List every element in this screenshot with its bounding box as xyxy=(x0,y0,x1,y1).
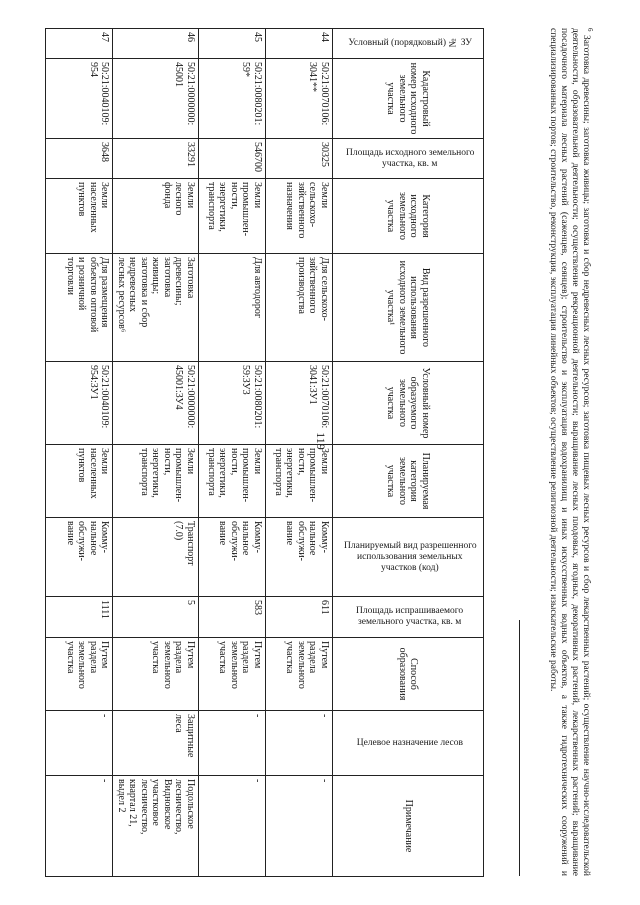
cell-plan-use: Транспорт (7.0) xyxy=(113,518,199,597)
cell-new-number: 50:21:0000000: 45001:ЗУ4 xyxy=(113,362,199,445)
header-plan-category: Планируемая категория земельного участка xyxy=(333,445,484,518)
cell-category-src: Земли лесного фонда xyxy=(113,179,199,254)
cell-num: 46 xyxy=(113,29,199,59)
cell-note: - xyxy=(199,776,266,877)
cell-new-number: 50:21:0070106: 3041:ЗУ1 xyxy=(266,362,333,445)
cell-num: 45 xyxy=(199,29,266,59)
page-number: 119 xyxy=(314,432,328,450)
cell-plan-category: Земли промышлен- ности, энергетики, транспорта xyxy=(199,445,266,518)
cell-num: 47 xyxy=(46,29,113,59)
cell-plan-use: Комму- нальное обслужи- вание xyxy=(46,518,113,597)
header-cond-num: Условный (порядковый) № ЗУ xyxy=(333,29,484,59)
cell-cadastral: 50:21:0080201: 59* xyxy=(199,59,266,139)
cell-use-src: Заготовка древесины; заготовка живицы; заготовка и сбор недревесных лесных ресурсов⁶ xyxy=(113,254,199,362)
cell-area-src: 30325 xyxy=(266,139,333,179)
cell-area-src: 3648 xyxy=(46,139,113,179)
cell-new-number: 50:21:0040109: 954:ЗУ1 xyxy=(46,362,113,445)
header-cadastral: Кадастровый номер исходного земельного участка xyxy=(333,59,484,139)
cell-new-number: 50:21:0080201: 59:ЗУ3 xyxy=(199,362,266,445)
footnote xyxy=(539,28,595,876)
table-row xyxy=(199,29,266,877)
cell-area-req: 611 xyxy=(266,597,333,638)
cell-area-req: 1111 xyxy=(46,597,113,638)
header-plan-use: Планируемый вид разрешенного использования земельных участков (код) xyxy=(333,518,484,597)
cell-plan-category: Земли промышлен- ности, энергетики, транспорта xyxy=(266,445,333,518)
footnote-mark: 6 xyxy=(586,28,594,32)
cell-method: Путем раздела земельного участка xyxy=(113,638,199,711)
cell-forest-purpose: Защитные леса xyxy=(113,711,199,776)
cell-cadastral: 50:21:0000000: 45001 xyxy=(113,59,199,139)
cell-category-src: Земли промышлен- ности, энергетики, транспорта xyxy=(199,179,266,254)
cell-category-src: Земли сельскохо- зяйственного назначения xyxy=(266,179,333,254)
cell-forest-purpose: - xyxy=(199,711,266,776)
cell-note: Подольское лесничество, Видновское участковое лесничество, квартал 21, выдел 2 xyxy=(113,776,199,877)
cell-forest-purpose: - xyxy=(46,711,113,776)
cell-area-src: 546700 xyxy=(199,139,266,179)
footnote-separator xyxy=(519,620,520,876)
header-note: Примечание xyxy=(333,776,484,877)
footnote-text: Заготовка древесины; заготовка живицы; заготовка и сбор недревесных лесных ресурсов; заготовка пищевых лесных ресурсов и сбор лекарственных растений; осуществление научно-исследовательской деятельности, образовательной деятельности; осуществление рекреационной деятельности; выращивание лесных плодовых, ягодных, декоративных растений, лекарственных растений; выращивание посадочного материала лесных растений (саженцев, сеянцев); строительство и эксплуатация водохранилищ и иных искусственных водных объектов, а также гидротехнических сооружений и специализированных портов; строительство, реконструкция, эксплуатация линейных объектов; осуществление религиозной деятельности; изыскательские работы. xyxy=(547,28,591,876)
header-area-src: Площадь исходного земельного участка, кв. м xyxy=(333,139,484,179)
header-new-number: Условный номер образуемого земельного участка xyxy=(333,362,484,445)
cell-cadastral: 50:21:0040109: 954 xyxy=(46,59,113,139)
cell-cadastral: 50:21:0070106: 3041** xyxy=(266,59,333,139)
header-area-req: Площадь испрашиваемого земельного участка, кв. м xyxy=(333,597,484,638)
table-row xyxy=(266,29,333,877)
cell-area-req: 583 xyxy=(199,597,266,638)
cell-plan-use: Комму- нальное обслужи- вание xyxy=(199,518,266,597)
header-method: Способ образования xyxy=(333,638,484,711)
cell-use-src: Для размещения объектов оптовой и розничной торговли xyxy=(46,254,113,362)
cell-note: - xyxy=(266,776,333,877)
cell-forest-purpose: - xyxy=(266,711,333,776)
cell-note: - xyxy=(46,776,113,877)
land-plots-table xyxy=(46,28,485,877)
header-category-src: Категория исходного земельного участка xyxy=(333,179,484,254)
header-forest-purpose: Целевое назначение лесов xyxy=(333,711,484,776)
cell-area-src: 33291 xyxy=(113,139,199,179)
cell-use-src: Для сельскохо- зяйственного производства xyxy=(266,254,333,362)
cell-area-req: 5 xyxy=(113,597,199,638)
table-header-row xyxy=(333,29,484,877)
header-use-src: Вид разрешенного использования исходного земельного участка¹ xyxy=(333,254,484,362)
land-plots-table-wrapper xyxy=(65,28,484,876)
table-row xyxy=(113,29,199,877)
cell-plan-category: Земли населенных пунктов xyxy=(46,445,113,518)
cell-plan-category: Земли промышлен- ности, энергетики, транспорта xyxy=(113,445,199,518)
cell-num: 44 xyxy=(266,29,333,59)
cell-method: Путем раздела земельного участка xyxy=(199,638,266,711)
cell-plan-use: Комму- нальное обслужи- вание xyxy=(266,518,333,597)
cell-use-src: Для автодорог xyxy=(199,254,266,362)
cell-category-src: Земли населенных пунктов xyxy=(46,179,113,254)
cell-method: Путем раздела земельного участка xyxy=(46,638,113,711)
cell-method: Путем раздела земельного участка xyxy=(266,638,333,711)
table-row xyxy=(46,29,113,877)
